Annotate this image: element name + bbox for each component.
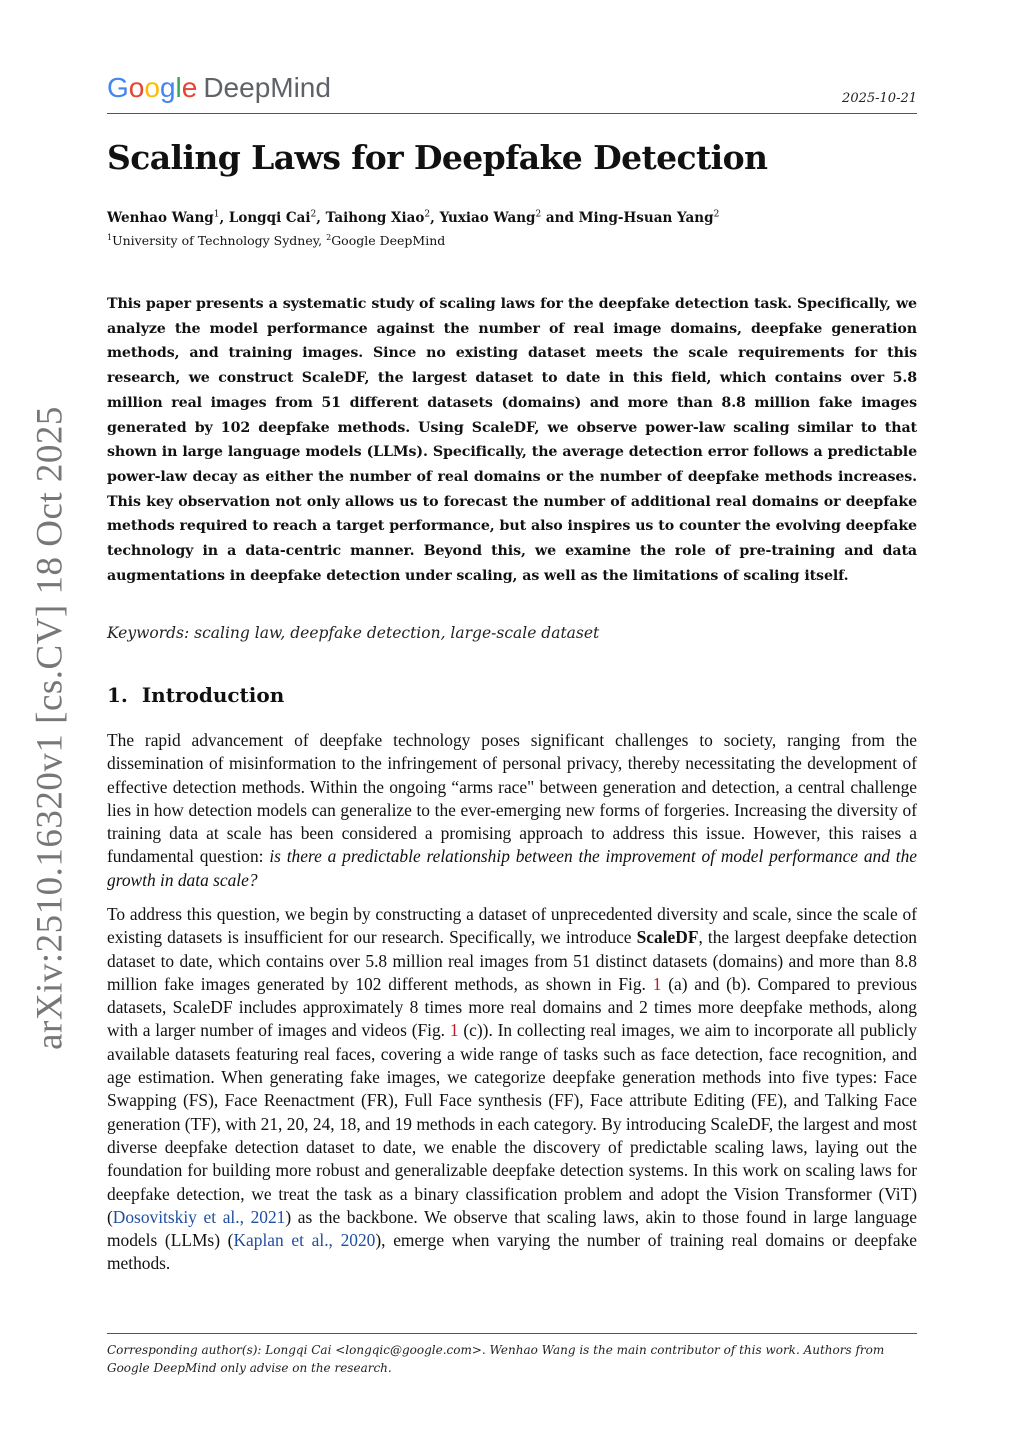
author: Longqi Cai$^2$, [228,209,326,226]
google-deepmind-logo: Google DeepMind [107,72,331,103]
figure-ref-link[interactable]: 1 [652,973,662,994]
section-heading-introduction: 1. Introduction [107,683,285,707]
author: Ming-Hsuan Yang$^2$ [578,209,720,226]
author: Yuxiao Wang$^2$ and [439,209,579,226]
keywords: Keywords: scaling law, deepfake detection, large-scale dataset [107,624,600,642]
footnote: Corresponding author(s): Longqi Cai <longqic@google.com>. Wenhao Wang is the main contributor of this work. Authors from Google DeepMind only advise on the research. [107,1343,885,1375]
figure-ref-link[interactable]: 1 [449,1020,459,1041]
abstract: This paper presents a systematic study of scaling laws for the deepfake detection task. Specifically, we analyze the model performance against the number of real image domains, deepfake generation methods, and training images. Since no existing dataset meets the scale requirements for this research, we construct ScaleDF, the largest dataset to date in this field, which contains over 5.8 million real images from 51 different datasets (domains) and more than 8.8 million fake images generated by 102 deepfake methods. Using ScaleDF, we observe power-law scaling similar to that shown in large language models (LLMs). Specifically, the average detection error follows a predictable power-law decay as either the number of real domains or the number of deepfake methods increases. This key observation not only allows us to forecast the number of additional real domains or deepfake methods required to reach a target performance, but also inspires us to counter the evolving deepfake technology in a data-centric manner. Beyond this, we examine the role of pre-training and data augmentations in deepfake detection under scaling, as well as the limitations of scaling itself. [107,296,917,584]
arxiv-sidebar [24,406,76,1050]
citation-link[interactable]: Dosovitskiy et al., 2021 [112,1206,286,1227]
intro-paragraph-2: To address this question, we begin by constructing a dataset of unprecedented diversity and scale, since the scale of existing datasets is insufficient for our research. Specifically, we introduce ScaleDF, the largest deepfake detection dataset to date, which contains over 5.8 million real images from 51 distinct datasets (domains) and more than 8.8 million fake images generated by 102 different methods, as shown in Fig. 1 (a) and (b). Compared to previous datasets, ScaleDF includes approximately 8 times more real domains and 2 times more deepfake methods, along with a larger number of images and videos (Fig. 1 (c)). In collecting real images, we aim to incorporate all publicly available datasets featuring real faces, covering a wide range of tasks such as face detection, face recognition, and age estimation. When generating fake images, we categorize deepfake generation methods into five types: Face Swapping (FS), Face Reenactment (FR), Full Face synthesis (FF), Face attribute Editing (FE), and Talking Face generation (TF), with 21, 20, 24, 18, and 19 methods in each category. By introducing ScaleDF, the largest and most diverse deepfake detection dataset to date, we enable the discovery of predictable scaling laws, laying out the foundation for building more robust and generalizable deepfake detection systems. In this work on scaling laws for deepfake detection, we treat the task as a binary classification problem and adopt the Vision Transformer (ViT) (Dosovitskiy et al., 2021) as the backbone. We observe that scaling laws, akin to those found in large language models (LLMs) (Kaplan et al., 2020), emerge when varying the number of training real domains or deepfake methods. [107,904,918,1274]
author-list [107,209,719,226]
publication-date: 2025-10-21 [842,91,917,106]
page-header [107,68,917,114]
footnote-divider [107,1333,917,1334]
affiliations: $^1$University of Technology Sydney, $^2$Google DeepMind [107,233,446,249]
author: Taihong Xiao$^2$, [325,209,440,226]
dataset-name: ScaleDF [636,927,699,948]
paper-title: Scaling Laws for Deepfake Detection [107,138,768,177]
intro-paragraph-1: The rapid advancement of deepfake technology poses significant challenges to society, ranging from the dissemination of misinformation to the infringement of personal privacy, thereby necessitating the development of effective detection methods. Within the ongoing “arms race" between generation and detection, a central challenge lies in how detection models can generalize to the ever-emerging new forms of forgeries. Increasing the diversity of training data at scale has been considered a promising approach to address this issue. However, this raises a fundamental question: is there a predictable relationship between the improvement of model performance and the growth in data scale? [107,730,917,890]
arxiv-identifier: arXiv:2510.16320v1 [cs.CV] 18 Oct 2025 [29,406,71,1050]
author: Wenhao Wang$^1$, [107,209,229,226]
citation-link[interactable]: Kaplan et al., 2020 [233,1230,376,1251]
